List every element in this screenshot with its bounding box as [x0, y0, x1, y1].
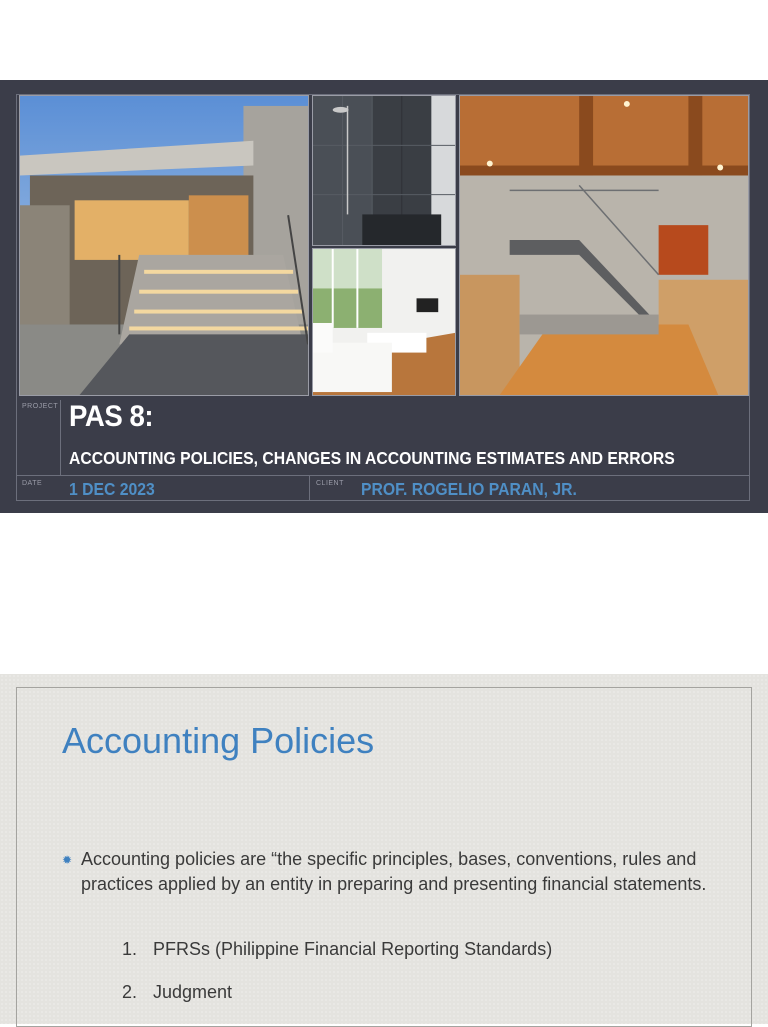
kitchen-stairs-photo	[459, 95, 749, 396]
list-item: PFRSs (Philippine Financial Reporting Standards)	[153, 939, 553, 959]
client-value: PROF. ROGELIO PARAN, JR.	[361, 479, 577, 499]
grid-divider	[60, 400, 61, 475]
bullet-text: Accounting policies are “the specific principles, bases, conventions, rules and practices applied by an entity in preparing and presenting financial statements.	[81, 849, 707, 894]
grid-line	[16, 475, 750, 476]
list-item: Judgment	[153, 982, 233, 1002]
project-label: PROJECT	[22, 403, 59, 410]
presentation-title: PAS 8:	[69, 400, 154, 433]
list-item-number: 1.	[122, 939, 138, 959]
bullet-dot-icon: ✹	[62, 853, 73, 867]
presentation-subtitle: ACCOUNTING POLICIES, CHANGES IN ACCOUNTING ESTIMATES AND ERRORS	[69, 448, 675, 468]
grid-divider	[309, 475, 310, 501]
client-label: CLIENT	[316, 480, 344, 487]
bathroom-shower-photo	[312, 95, 456, 246]
date-label: DATE	[22, 480, 43, 487]
living-room-photo	[312, 248, 456, 396]
list-item-number: 2.	[122, 982, 138, 1002]
slide-title: Accounting Policies	[62, 720, 375, 761]
date-value: 1 DEC 2023	[69, 479, 155, 499]
house-exterior-photo	[19, 95, 309, 396]
